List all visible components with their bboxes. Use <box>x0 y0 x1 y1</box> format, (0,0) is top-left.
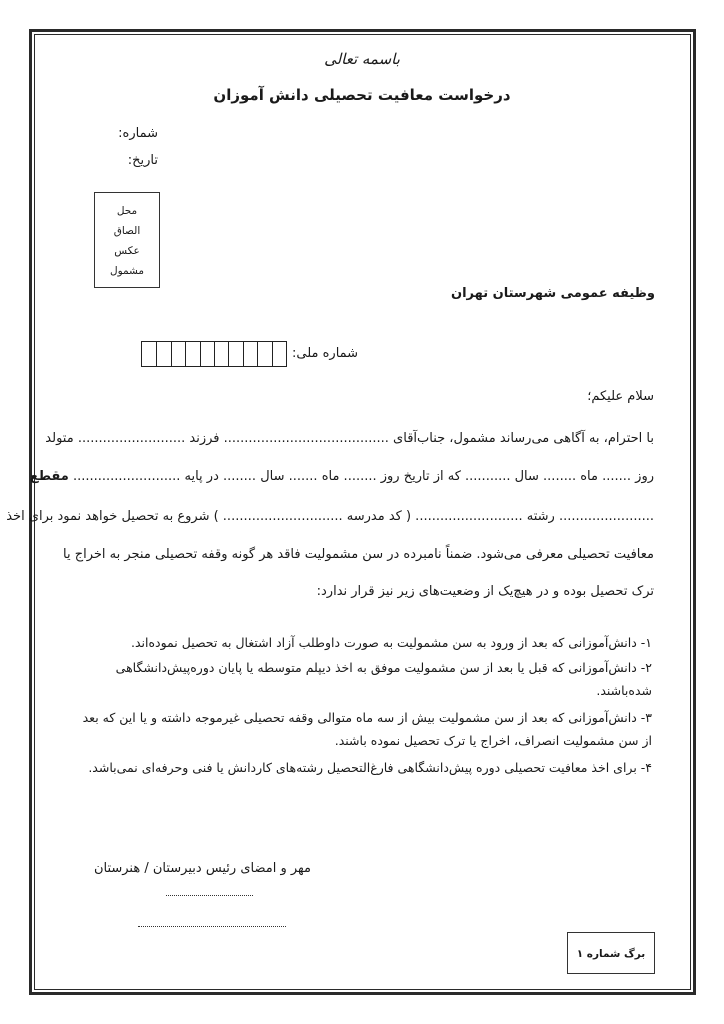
national-id-digit-box[interactable] <box>185 342 199 366</box>
condition-item: ۴- برای اخذ معافیت تحصیلی دوره پیش‌دانشگاهی فارغ‌التحصیل رشته‌های کاردانش یا فنی وحرفه‌ای نمی‌باشد. <box>88 760 652 775</box>
recipient-office: وظیفه عمومی شهرستان تهران <box>450 286 655 301</box>
body-line-2-text: روز ....... ماه ........ سال ........... که از تاریخ روز ........ ماه ....... سال ........ در پایه .......................... <box>72 469 654 484</box>
national-id-digit-box[interactable] <box>214 342 228 366</box>
national-id-digit-box[interactable] <box>171 342 185 366</box>
condition-item: ۳- دانش‌آموزانی که بعد از سن مشمولیت بیش از سه ماه متوالی وقفه تحصیلی غیرموجه داشته و یا این که بعد از سن مشمولیت انصراف، اخراج یا ترک تحصیل نموده باشند. <box>82 710 652 748</box>
photo-placeholder-box <box>94 192 160 288</box>
national-id-digit-box[interactable] <box>156 342 170 366</box>
national-id-label: شماره ملی: <box>292 346 359 361</box>
national-id-digit-box[interactable] <box>142 342 156 366</box>
body-line-5: ترک تحصیل بوده و در هیچ‌یک از وضعیت‌های زیر نیز قرار ندارد: <box>316 584 654 599</box>
greeting: سلام علیکم؛ <box>587 389 654 404</box>
signature-line <box>166 889 253 896</box>
body-line-1: با احترام، به آگاهی می‌رساند مشمول، جناب‌آقای ........................................ فرزند .......................... متولد <box>45 431 654 446</box>
national-id-digit-box[interactable] <box>243 342 257 366</box>
sheet-number-box: برگ شماره ۱ <box>567 932 655 974</box>
date-label: تاریخ: <box>127 153 158 168</box>
bismillah-heading: باسمه تعالی <box>324 50 400 68</box>
photo-box-line: محل <box>116 205 138 217</box>
condition-item: ۱- دانش‌آموزانی که بعد از ورود به سن مشمولیت به صورت داوطلب آزاد اشتغال به تحصیل نموده‌اند. <box>130 635 652 650</box>
photo-box-line: مشمول <box>109 265 145 277</box>
national-id-digit-box[interactable] <box>228 342 242 366</box>
signature-label: مهر و امضای رئیس دبیرستان / هنرستان <box>93 861 311 876</box>
national-id-digit-box[interactable] <box>200 342 214 366</box>
form-title: درخواست معافیت تحصیلی دانش آموزان <box>213 86 511 104</box>
national-id-boxes[interactable] <box>141 341 287 367</box>
body-line-2 <box>29 469 654 484</box>
photo-box-line: الصاق <box>113 225 141 237</box>
national-id-digit-box[interactable] <box>257 342 271 366</box>
national-id-digit-box[interactable] <box>272 342 286 366</box>
photo-box-line: عکس <box>114 245 140 257</box>
number-label: شماره: <box>118 126 158 141</box>
body-line-4: معافیت تحصیلی معرفی می‌شود. ضمناً نامبرده در سن مشمولیت فاقد هر گونه وقفه تحصیلی منجر به اخراج یا <box>62 547 654 562</box>
grade-level-label: مقطع <box>29 469 69 484</box>
body-line-3: ....................... رشته .......................... ( کد مدرسه ............................. ) شروع به تحصیل خواهد نمود برای اخذ <box>6 509 654 524</box>
signature-line <box>138 920 286 927</box>
conditions-list <box>76 631 652 779</box>
condition-item: ۲- دانش‌آموزانی که قبل یا بعد از سن مشمولیت موفق به اخذ دیپلم متوسطه یا پایان دوره‌پیش‌دانشگاهی شده‌باشند. <box>115 660 652 698</box>
